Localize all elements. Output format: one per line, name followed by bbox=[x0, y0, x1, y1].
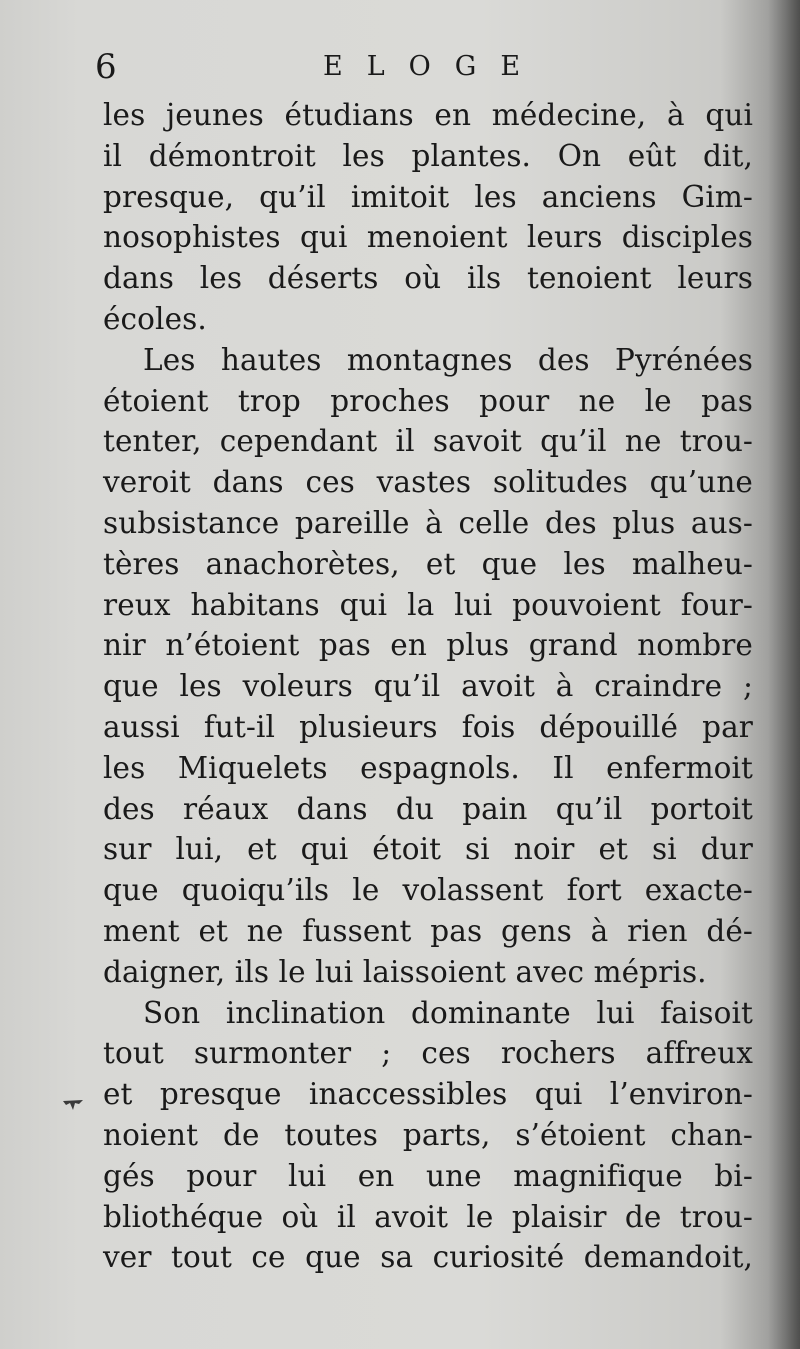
text-line: que les voleurs qu’il avoit à craindre ; bbox=[103, 669, 753, 704]
text-line: les Miquelets espagnols. Il enfermoit bbox=[103, 750, 753, 785]
page-number: 6 bbox=[95, 47, 117, 87]
text-line: reux habitans qui la lui pouvoient four- bbox=[103, 587, 753, 622]
page-header bbox=[95, 44, 735, 90]
text-line: et presque inaccessibles qui l’environ- bbox=[103, 1077, 753, 1112]
text-line: nir n’étoient pas en plus grand nombre bbox=[103, 628, 753, 663]
text-line: bliothéque où il avoit le plaisir de trou- bbox=[103, 1199, 753, 1234]
text-line: ver tout ce que sa curiosité demandoit, bbox=[103, 1240, 753, 1275]
text-line: écoles. bbox=[103, 301, 207, 336]
page-edge-shadow bbox=[768, 0, 800, 1349]
running-title: ELOGE bbox=[323, 51, 545, 82]
text-line: tères anachorètes, et que les malheu- bbox=[103, 546, 753, 581]
text-line: ment et ne fussent pas gens à rien dé- bbox=[103, 913, 753, 948]
paragraph-start-line: Les hautes montagnes des Pyrénées bbox=[143, 342, 753, 377]
text-line: il démontroit les plantes. On eût dit, bbox=[103, 138, 753, 173]
text-line: sur lui, et qui étoit si noir et si dur bbox=[103, 832, 753, 867]
text-line: daigner, ils le lui laissoient avec mépris. bbox=[103, 954, 707, 989]
text-line: veroit dans ces vastes solitudes qu’une bbox=[103, 465, 753, 500]
text-line: étoient trop proches pour ne le pas bbox=[103, 383, 753, 418]
ink-mark-icon bbox=[62, 1098, 84, 1112]
text-line: tenter, cependant il savoit qu’il ne trou- bbox=[103, 424, 753, 459]
paragraph-start-line: Son inclination dominante lui faisoit bbox=[143, 995, 753, 1030]
text-line: que quoiqu’ils le volassent fort exacte- bbox=[103, 873, 753, 908]
text-line: noient de toutes parts, s’étoient chan- bbox=[103, 1117, 753, 1152]
text-line: gés pour lui en une magnifique bi- bbox=[103, 1158, 753, 1193]
body-text bbox=[103, 95, 753, 1278]
text-line: subsistance pareille à celle des plus aus- bbox=[103, 505, 753, 540]
text-line: dans les déserts où ils tenoient leurs bbox=[103, 261, 753, 296]
text-line: les jeunes étudians en médecine, à qui bbox=[103, 98, 753, 132]
text-line: nosophistes qui menoient leurs disciples bbox=[103, 220, 753, 255]
text-line: aussi fut-il plusieurs fois dépouillé par bbox=[103, 709, 753, 744]
text-line: des réaux dans du pain qu’il portoit bbox=[103, 791, 753, 826]
text-line: presque, qu’il imitoit les anciens Gim- bbox=[103, 179, 753, 214]
text-line: tout surmonter ; ces rochers affreux bbox=[103, 1036, 753, 1071]
